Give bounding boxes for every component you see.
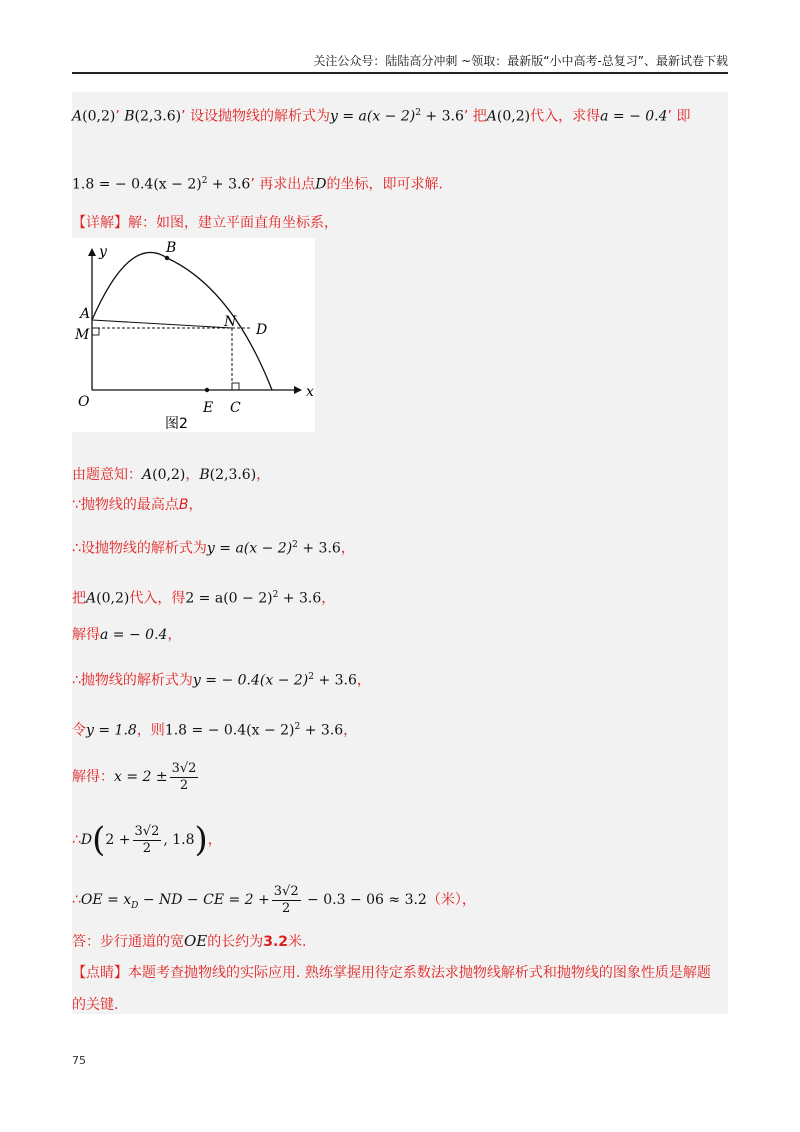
fraction-numerator: 3√2 [171, 760, 197, 776]
solution-text: ∴ [72, 832, 81, 848]
solution-line-vertex [72, 494, 728, 516]
equation-tail: + 3.6 [207, 176, 251, 193]
point-a: A [72, 108, 83, 125]
analysis-line-2: 1.8 = − $0.4(x - 2)^2 + 3.6$’ 再求出点D的坐标，即可求解. [72, 176, 443, 193]
solution-text: 解得： [72, 769, 114, 785]
point-e-dot [205, 388, 209, 392]
point-a: A [486, 108, 497, 125]
equation: − ND − CE = 2 + [138, 892, 270, 908]
solution-line-solve-a [72, 624, 728, 646]
solution-line-oe [72, 880, 728, 926]
equation-tail: + 3.6 [420, 108, 464, 125]
label-x: x [306, 384, 314, 400]
label-b: B [166, 240, 177, 256]
label-n: N [224, 314, 237, 330]
equation: x = 2 ± [114, 769, 168, 785]
expression: , 1.8 [163, 832, 195, 848]
page-header: 关注公众号：陆陆高分冲刺 ~领取：最新版“小中高考-总复习”、最新试卷下载 [313, 54, 728, 68]
analysis-text: 即 [676, 108, 691, 125]
point-b: B [199, 467, 210, 483]
punctuation: ， [356, 672, 371, 689]
solution-text: 把 [72, 590, 86, 607]
solution-text: ∴抛物线的解析式为 [72, 672, 193, 689]
unit: （米） [426, 892, 462, 908]
analysis-text: 设设抛物线的解析式为 [189, 108, 330, 125]
fraction-denominator: 2 [179, 777, 189, 793]
figure-svg [72, 238, 315, 432]
subscript: D [131, 900, 139, 911]
label-m: M [75, 327, 90, 343]
answer-text: 答：步行通道的宽 [72, 934, 184, 950]
section-label: 【点睛】 [72, 965, 128, 981]
point-b: B [178, 497, 189, 513]
right-angle-m [92, 328, 99, 335]
fraction-denominator: 2 [142, 840, 152, 856]
page-number: 75 [72, 1054, 86, 1067]
solution-text: 代入，得 [129, 590, 186, 607]
equation: 1.8 = − 0.4(x − 2) [164, 722, 295, 739]
point-a-coords: (0,2) [152, 467, 186, 483]
detail-heading [72, 212, 728, 234]
point-a-coords: (0,2) [496, 108, 531, 125]
solution-text: 令 [72, 722, 86, 739]
solution-text: 由题意知： [72, 467, 142, 483]
detail-text: 解：如图，建立平面直角坐标系， [128, 215, 338, 231]
punctuation: ， [188, 497, 203, 513]
figure-caption: 图2 [165, 416, 188, 432]
separator: ， [185, 467, 200, 483]
analysis-text: 再求出点 [259, 176, 316, 193]
solution-line-expression: ∴抛物线的解析式为y = − $0.4(x - 2)^2 + 3.6$， [72, 672, 371, 689]
equation-tail: + 3.6 [300, 722, 344, 739]
equation-tail: + 3.6 [297, 540, 341, 557]
label-d: D [256, 322, 268, 338]
label-o: O [78, 394, 90, 410]
point-b-coords: (2,3.6) [134, 108, 182, 125]
equation-tail: + 3.6 [278, 590, 322, 607]
comment-text: 本题考查抛物线的实际应用. 熟练掌握用待定系数法求抛物线解析式和抛物线的图象性质是解题 [128, 965, 711, 981]
analysis-text: 的坐标，即可求解. [326, 176, 443, 193]
equation-vertex-form: y = a(x − 2) [329, 108, 416, 125]
solution-line-given [72, 464, 728, 486]
answer-text: 的长约为 [207, 934, 264, 950]
expression: 2 + [105, 832, 131, 848]
analysis-text: 代入，求得 [530, 108, 601, 125]
equation: y = a(x − 2) [206, 540, 293, 557]
point-a-coords: (0,2) [96, 590, 130, 607]
equation: y = 1.8 [86, 722, 137, 739]
solution-line-substitute: 把A(0,2)代入，得$2 = a(0 - 2)^2 + 3.6$， [72, 590, 336, 607]
x-axis-arrow-icon [294, 386, 302, 394]
right-angle-c [232, 383, 239, 390]
label-y: y [99, 244, 107, 260]
solution-text: 解得 [72, 627, 100, 643]
solution-line-set-form: ∴设抛物线的解析式为$y = a(x - 2)^2 + 3.6$， [72, 540, 355, 557]
segment-oe: OE [184, 932, 208, 950]
solution-text: ，则 [136, 722, 165, 739]
section-label: 【详解】 [72, 215, 128, 231]
label-e: E [203, 400, 214, 416]
punctuation: ， [167, 627, 182, 643]
solution-line-let-y: 令y = 1.8，则1.8 = − $0.4(x - 2)^2 + 3.6$， [72, 722, 358, 739]
punctuation: ， [340, 540, 355, 557]
punctuation: ， [207, 832, 222, 848]
point-d: D [315, 176, 327, 193]
fraction-denominator: 2 [282, 900, 291, 916]
solution-text: ∵抛物线的最高点 [72, 497, 179, 513]
point-b-coords: (2,3.6) [209, 467, 257, 483]
point-a: A [142, 467, 153, 483]
solution-text: ∴ [72, 892, 81, 908]
header-divider [72, 72, 728, 74]
point-b: B [124, 108, 135, 125]
fraction [133, 824, 162, 857]
equation: y = − 0.4(x − 2) [192, 672, 309, 689]
coefficient-value: a = − 0.4 [600, 108, 668, 125]
comment-line-2 [72, 994, 728, 1016]
punctuation: ， [461, 892, 476, 908]
parabola-figure [72, 238, 315, 432]
point-a-coords: (0,2) [82, 108, 116, 125]
answer-text: 米. [288, 934, 307, 950]
equation-tail: + 3.6 [314, 672, 357, 689]
punctuation: ， [343, 722, 358, 739]
solution-line-roots [72, 760, 728, 794]
comment-line-1 [72, 962, 728, 984]
equation: OE = x [80, 892, 132, 908]
solution-text: ∴设抛物线的解析式为 [72, 540, 207, 557]
label-a: A [80, 306, 91, 322]
label-c: C [230, 400, 241, 416]
fraction [272, 884, 301, 917]
point-a: A [86, 590, 97, 607]
analysis-line-1: A(0,2)’ B(2,3.6)’ 设设抛物线的解析式为$y = a(x - 2)^2 + 3.6$’ 把A(0,2)代入，求得a = − 0.4’ 即 [72, 108, 691, 125]
analysis-text: 把 [472, 108, 487, 125]
equation: 2 = a(0 − 2) [185, 590, 273, 607]
fraction-numerator: 3√2 [134, 823, 160, 839]
fraction [170, 761, 199, 794]
equation: − 0.3 − 06 ≈ 3.2 [302, 892, 427, 908]
segment-an [92, 320, 232, 328]
fraction-numerator: 3√2 [273, 883, 299, 899]
solution-line-point-d: ∴D(2 + $\frac{3√2}{2}$ , 1.8)， [72, 820, 222, 860]
point-b-dot [165, 256, 169, 260]
comment-text: 的关键. [72, 997, 119, 1013]
punctuation: ， [256, 467, 271, 483]
answer-value: 3.2 [263, 934, 289, 950]
point-d: D [80, 832, 93, 848]
equation: 1.8 = − 0.4(x − 2) [72, 176, 202, 193]
coefficient-value: a = − 0.4 [100, 627, 168, 643]
answer-line [72, 930, 728, 953]
y-axis-arrow-icon [88, 248, 96, 256]
punctuation: ， [321, 590, 336, 607]
